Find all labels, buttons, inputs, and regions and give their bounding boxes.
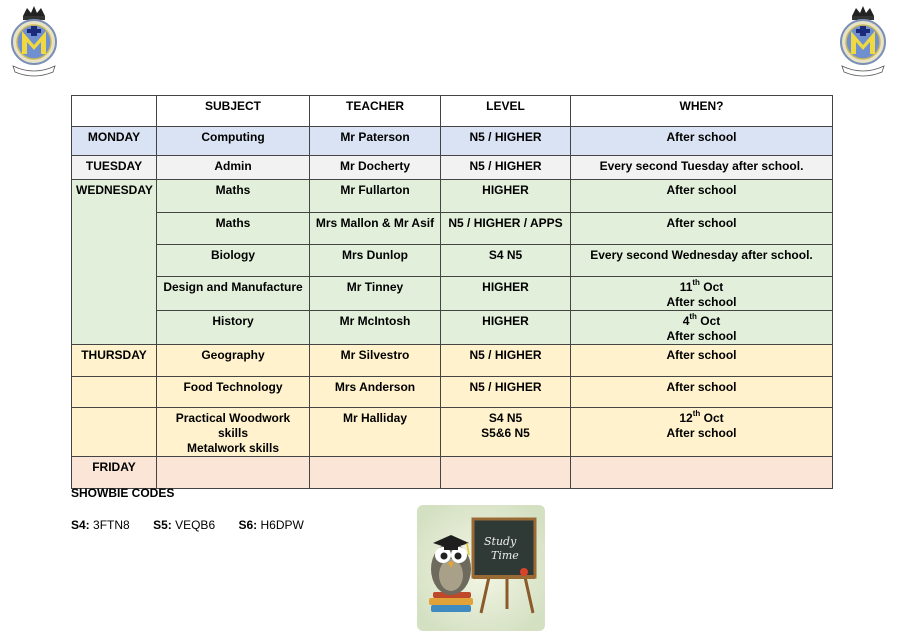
when-date-month: Oct	[699, 280, 724, 294]
code-label: S4:	[71, 518, 90, 532]
code-value: VEQB6	[175, 518, 216, 532]
showbie-codes-list	[71, 518, 324, 532]
day-empty	[72, 377, 157, 408]
board-text-line2: Time	[491, 549, 519, 562]
table-row	[72, 408, 833, 457]
level-line: S5&6 N5	[481, 426, 530, 440]
cell-subject: Food Technology	[157, 377, 310, 408]
cell-level: N5 / HIGHER	[441, 377, 571, 408]
cell-teacher: Mr Fullarton	[310, 180, 441, 213]
cell-subject: Admin	[157, 156, 310, 180]
cell-level: N5 / HIGHER	[441, 127, 571, 156]
table-row	[72, 180, 833, 213]
table-row	[72, 277, 833, 311]
cell-subject: Geography	[157, 345, 310, 377]
cell-teacher: Mrs Anderson	[310, 377, 441, 408]
level-line: S4 N5	[488, 411, 523, 425]
when-date-month: Oct	[696, 314, 721, 328]
cell-when: Every second Tuesday after school.	[571, 156, 833, 180]
table-row	[72, 377, 833, 408]
cell-teacher: Mr Tinney	[310, 277, 441, 311]
day-wednesday: WEDNESDAY	[72, 180, 157, 345]
cell-when	[571, 277, 833, 311]
when-date-month: Oct	[700, 411, 724, 425]
cell-when: After school	[571, 213, 833, 245]
when-detail: After school	[666, 426, 737, 440]
cell-when	[571, 408, 833, 457]
day-monday: MONDAY	[72, 127, 157, 156]
school-crest-icon	[838, 4, 888, 78]
board-text-line1: Study	[484, 535, 517, 548]
study-support-timetable	[71, 95, 833, 489]
cell-teacher: Mr Silvestro	[310, 345, 441, 377]
cell-when: After school	[571, 127, 833, 156]
cell-when: After school	[571, 180, 833, 213]
cell-teacher: Mr McIntosh	[310, 311, 441, 345]
table-row	[72, 345, 833, 377]
code-value: H6DPW	[260, 518, 304, 532]
subject-line: Metalwork skills	[186, 441, 280, 455]
showbie-code-s6	[238, 518, 303, 532]
table-row	[72, 311, 833, 345]
cell-level: HIGHER	[441, 277, 571, 311]
cell-level: N5 / HIGHER	[441, 345, 571, 377]
cell-teacher: Mr Docherty	[310, 156, 441, 180]
table-row	[72, 245, 833, 277]
when-detail: After school	[666, 329, 737, 343]
code-label: S6:	[238, 518, 258, 532]
showbie-codes-title: SHOWBIE CODES	[71, 486, 175, 500]
table-row	[72, 213, 833, 245]
cell-level	[441, 408, 571, 457]
day-friday: FRIDAY	[72, 457, 157, 489]
cell-level: HIGHER	[441, 180, 571, 213]
cell-subject: Maths	[157, 180, 310, 213]
cell-teacher: Mr Halliday	[310, 408, 441, 457]
cell-subject: Biology	[157, 245, 310, 277]
header-when: WHEN?	[571, 96, 833, 127]
cell-when	[571, 457, 833, 489]
cell-teacher: Mrs Mallon & Mr Asif	[310, 213, 441, 245]
school-crest-icon	[9, 4, 59, 78]
code-label: S5:	[153, 518, 172, 532]
header-level: LEVEL	[441, 96, 571, 127]
cell-level	[441, 457, 571, 489]
showbie-code-s5	[153, 518, 215, 532]
when-date-day: 4	[682, 314, 690, 328]
cell-teacher: Mr Paterson	[310, 127, 441, 156]
table-header-row	[72, 96, 833, 127]
cell-level: S4 N5	[441, 245, 571, 277]
cell-subject: Design and Manufacture	[157, 277, 310, 311]
cell-level: N5 / HIGHER / APPS	[441, 213, 571, 245]
cell-subject: Computing	[157, 127, 310, 156]
cell-when: After school	[571, 377, 833, 408]
subject-line: Practical Woodwork skills	[175, 411, 291, 440]
cell-subject	[157, 408, 310, 457]
cell-teacher: Mrs Dunlop	[310, 245, 441, 277]
when-date-suffix: th	[692, 409, 701, 418]
owl-study-icon	[417, 505, 545, 631]
day-thursday: THURSDAY	[72, 345, 157, 377]
header-teacher: TEACHER	[310, 96, 441, 127]
day-empty	[72, 408, 157, 457]
cell-teacher	[310, 457, 441, 489]
cell-when: Every second Wednesday after school.	[571, 245, 833, 277]
table-row	[72, 127, 833, 156]
day-tuesday: TUESDAY	[72, 156, 157, 180]
when-date-suffix: th	[692, 278, 700, 287]
when-detail: After school	[666, 295, 737, 309]
header-day	[72, 96, 157, 127]
table-row	[72, 156, 833, 180]
showbie-code-s4	[71, 518, 130, 532]
cell-level: HIGHER	[441, 311, 571, 345]
cell-when	[571, 311, 833, 345]
code-value: 3FTN8	[93, 518, 130, 532]
when-date-suffix: th	[689, 312, 697, 321]
cell-subject	[157, 457, 310, 489]
when-date-day: 12	[679, 411, 693, 425]
table-row	[72, 457, 833, 489]
cell-subject: History	[157, 311, 310, 345]
cell-level: N5 / HIGHER	[441, 156, 571, 180]
cell-subject: Maths	[157, 213, 310, 245]
header-subject: SUBJECT	[157, 96, 310, 127]
cell-when: After school	[571, 345, 833, 377]
when-date-day: 11	[679, 280, 693, 294]
